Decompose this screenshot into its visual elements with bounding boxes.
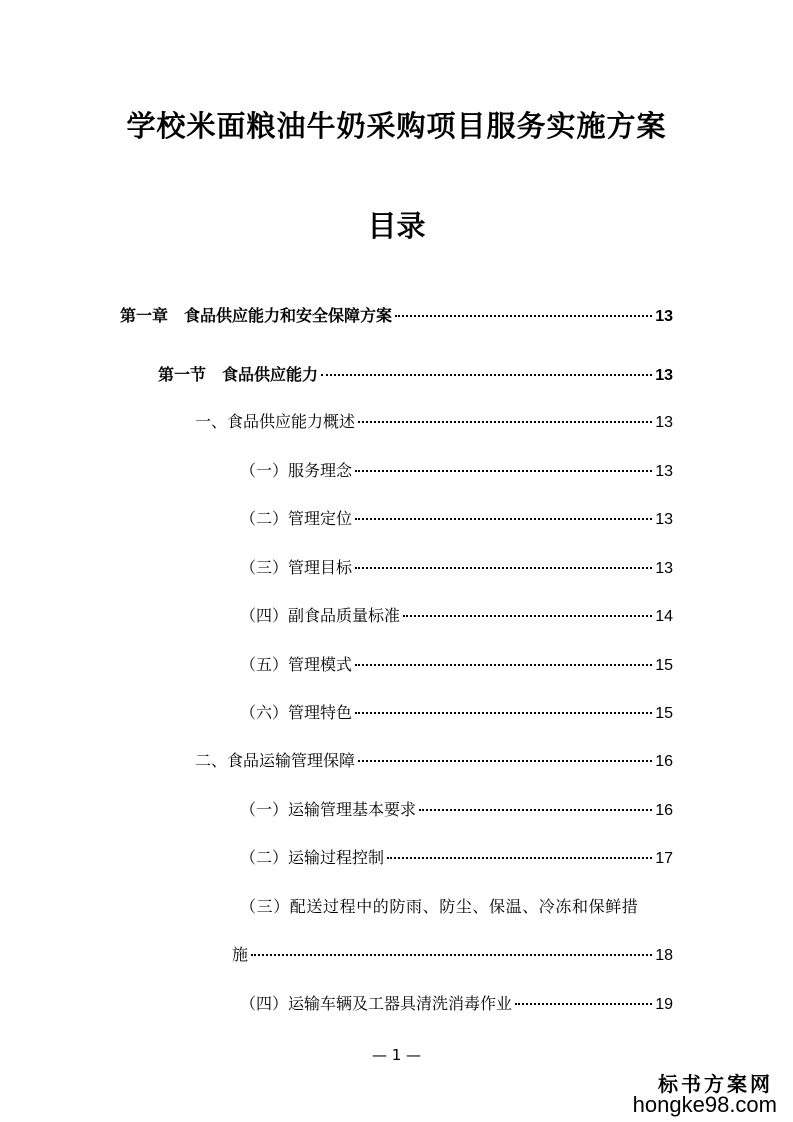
toc-entry-label: 第一节 食品供应能力 bbox=[158, 365, 319, 384]
toc-leader bbox=[358, 421, 652, 423]
toc-entry-page: 13 bbox=[655, 560, 673, 577]
toc-leader bbox=[515, 1003, 652, 1005]
toc-entry-wrapped-label[interactable]: （三）配送过程中的防雨、防尘、保温、冷冻和保鲜措 bbox=[240, 897, 639, 916]
toc-entry-label: （二）管理定位 bbox=[240, 509, 353, 528]
watermark-text: 标书方案网 bbox=[658, 1072, 773, 1096]
toc-entry-label: 一、食品供应能力概述 bbox=[195, 412, 356, 431]
toc-entry-subitem[interactable] bbox=[240, 459, 673, 483]
watermark-url: hongke98.com bbox=[632, 1092, 777, 1117]
toc-entry-subitem[interactable] bbox=[240, 604, 673, 628]
toc-entry-page: 13 bbox=[655, 414, 673, 431]
toc-leader bbox=[395, 315, 652, 317]
toc-leader bbox=[419, 809, 652, 811]
toc-entry-page: 13 bbox=[655, 511, 673, 528]
toc-entry-label: （五）管理模式 bbox=[240, 655, 353, 674]
toc-entry-subitem[interactable] bbox=[240, 653, 673, 677]
toc-entry-page: 19 bbox=[655, 996, 673, 1013]
toc-leader bbox=[251, 954, 652, 956]
toc-leader bbox=[355, 518, 652, 520]
toc-entry-label: 第一章 食品供应能力和安全保障方案 bbox=[120, 306, 393, 325]
toc-entry-chapter-1[interactable] bbox=[120, 304, 673, 328]
toc-entry-subitem[interactable] bbox=[240, 701, 673, 725]
toc-entry-subitem-continued[interactable] bbox=[232, 943, 673, 967]
toc-leader bbox=[358, 760, 652, 762]
toc-entry-subitem[interactable] bbox=[240, 556, 673, 580]
toc-entry-page: 18 bbox=[655, 947, 673, 964]
toc-entry-page: 16 bbox=[655, 753, 673, 770]
toc-entry-page: 15 bbox=[655, 705, 673, 722]
toc-entry-item-1[interactable] bbox=[195, 410, 673, 434]
toc-entry-item-2[interactable] bbox=[195, 749, 673, 773]
toc-leader bbox=[321, 374, 652, 376]
toc-entry-label: （三）管理目标 bbox=[240, 558, 353, 577]
toc-leader bbox=[355, 712, 652, 714]
toc-entry-page: 13 bbox=[655, 463, 673, 480]
toc-entry-subitem[interactable] bbox=[240, 798, 673, 822]
toc-entry-label: （一）运输管理基本要求 bbox=[240, 800, 417, 819]
toc-entry-page: 16 bbox=[655, 802, 673, 819]
toc-heading: 目录 bbox=[367, 209, 426, 243]
toc-entry-label: （一）服务理念 bbox=[240, 461, 353, 480]
toc-leader bbox=[355, 470, 652, 472]
toc-entry-label: （二）运输过程控制 bbox=[240, 848, 385, 867]
toc-leader bbox=[403, 615, 652, 617]
toc-entry-page: 15 bbox=[655, 657, 673, 674]
toc-entry-subitem[interactable] bbox=[240, 992, 673, 1016]
page-number: — 1 — bbox=[371, 1046, 422, 1064]
toc-entry-label-continued: 施 bbox=[232, 945, 249, 964]
toc-entry-page: 17 bbox=[655, 850, 673, 867]
toc-entry-section-1[interactable] bbox=[158, 363, 673, 387]
toc-entry-subitem[interactable] bbox=[240, 846, 673, 870]
toc-entry-label: （四）副食品质量标准 bbox=[240, 606, 401, 625]
toc-entry-page: 13 bbox=[655, 308, 673, 325]
toc-entry-label: （六）管理特色 bbox=[240, 703, 353, 722]
toc-entry-label: 二、食品运输管理保障 bbox=[195, 751, 356, 770]
toc-entry-page: 14 bbox=[655, 608, 673, 625]
toc-entry-page: 13 bbox=[655, 367, 673, 384]
toc-leader bbox=[387, 857, 652, 859]
toc-entry-subitem[interactable] bbox=[240, 507, 673, 531]
document-title: 学校米面粮油牛奶采购项目服务实施方案 bbox=[126, 109, 667, 143]
toc-entry-label: （四）运输车辆及工器具清洗消毒作业 bbox=[240, 994, 513, 1013]
toc-leader bbox=[355, 664, 652, 666]
toc-leader bbox=[355, 567, 652, 569]
